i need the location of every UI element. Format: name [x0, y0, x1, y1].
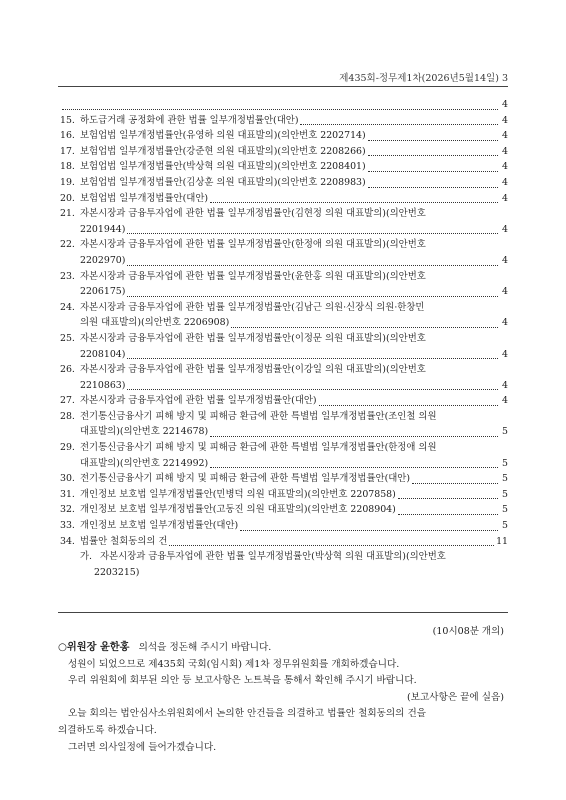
toc-entry-line [60, 284, 508, 300]
paragraph: 성원이 되었으므로 제435회 국회(임시회) 제1차 정무위원회를 개회하겠습니다. [68, 658, 400, 670]
toc-title: 전기통신금융사기 피해 방지 및 피해금 환급에 관한 특별법 일부개정법률안(한정애 의원 [80, 442, 437, 454]
leader-dots [169, 534, 494, 546]
toc-title: 개인정보 보호법 일부개정법률안(민병덕 의원 대표발의)(의안번호 2207858) [80, 488, 396, 500]
toc-number: 16. [60, 130, 75, 142]
toc-title-continued: 대표발의)(의안번호 2214678) [80, 426, 209, 438]
leader-dots [210, 456, 498, 468]
running-head: 제435회-정무제1차(2026년5월14일) 3 [339, 73, 508, 84]
toc-page: 4 [502, 286, 508, 298]
toc-entry-line [60, 518, 508, 534]
toc-title-continued: 2202970) [80, 254, 126, 266]
toc-entry-line [60, 222, 508, 238]
toc-title-continued: 2206175) [80, 286, 126, 298]
paragraph: 오늘 회의는 법안심사소위원회에서 논의한 안건들을 의결하고 법률안 철회동의의 건을 [68, 708, 427, 720]
toc-number: 25. [60, 332, 75, 344]
proceedings-body [58, 640, 508, 756]
toc-page: 5 [502, 473, 508, 485]
opening-time: (10시08분 개의) [432, 626, 504, 637]
toc-entry-line [60, 534, 508, 550]
toc-entry-line [60, 269, 508, 285]
toc-sub-title-continued: 2203215) [94, 566, 140, 578]
toc-title: 보험업법 일부개정법률안(유영하 의원 대표발의)(의안번호 2202714) [80, 130, 366, 142]
toc-page: 4 [502, 145, 508, 157]
toc-title: 하도급거래 공정화에 관한 법률 일부개정법률안(대안) [80, 114, 299, 126]
toc-page: 4 [502, 223, 508, 235]
toc-page: 4 [502, 348, 508, 360]
toc-entry-line [60, 331, 508, 347]
toc-entry-line [60, 409, 508, 425]
leader-dots [127, 347, 498, 359]
toc-entry-line [60, 159, 508, 175]
toc-page: 5 [502, 426, 508, 438]
leader-dots [127, 254, 498, 266]
leader-dots [368, 144, 498, 156]
toc-page: 4 [502, 192, 508, 204]
leader-dots [368, 176, 498, 188]
toc-title-continued: 대표발의)(의안번호 2214992) [80, 457, 209, 469]
toc-sub-title: 자본시장과 금융투자업에 관한 법률 일부개정법률안(박상혁 의원 대표발의)(의안번호 [100, 551, 446, 563]
toc-title: 자본시장과 금융투자업에 관한 법률 일부개정법률안(한정애 의원 대표발의)(의안번호 [80, 239, 426, 251]
toc-page: 5 [502, 457, 508, 469]
toc-entry-line [60, 191, 508, 207]
toc-number: 31. [60, 488, 75, 500]
toc-number: 26. [60, 364, 75, 376]
toc-entry-line [60, 424, 508, 440]
toc-entry-line [60, 378, 508, 394]
toc-number: 24. [60, 301, 75, 313]
leader-dots [210, 425, 498, 437]
toc-entry-line [60, 440, 508, 456]
toc-title-continued: 의원 대표발의)(의안번호 2206908) [80, 317, 230, 329]
toc-entry-line [60, 502, 508, 518]
toc-title: 보험업법 일부개정법률안(김상훈 의원 대표발의)(의안번호 2208983) [80, 176, 366, 188]
toc-subitem-line [60, 549, 508, 565]
toc-title: 법률안 철회동의의 건 [80, 535, 168, 547]
paragraph: 그러면 의사일정에 들어가겠습니다. [68, 741, 217, 753]
toc-title-continued: 2208104) [80, 348, 126, 360]
leader-dots [398, 503, 498, 515]
toc-page: 4 [502, 176, 508, 188]
toc-number: 33. [60, 520, 75, 532]
leader-dots [62, 98, 498, 110]
header-rule [58, 86, 508, 87]
toc-subitem-line [60, 565, 508, 581]
toc-page: 4 [502, 114, 508, 126]
toc-number: 20. [60, 192, 75, 204]
toc-number: 21. [60, 208, 75, 220]
toc-entry-line [60, 393, 508, 409]
toc-title: 자본시장과 금융투자업에 관한 법률 일부개정법률안(이강일 의원 대표발의)(의안번호 [80, 364, 426, 376]
toc-number: 34. [60, 535, 75, 547]
toc-entry-line [60, 128, 508, 144]
table-of-contents [60, 97, 508, 580]
leader-dots [319, 394, 498, 406]
toc-page: 4 [502, 161, 508, 173]
toc-entry-line [60, 237, 508, 253]
toc-title: 보험업법 일부개정법률안(강준현 의원 대표발의)(의안번호 2208266) [80, 145, 366, 157]
toc-number: 30. [60, 473, 75, 485]
toc-entry-line [60, 362, 508, 378]
toc-number: 17. [60, 145, 75, 157]
leader-dots [240, 519, 498, 531]
toc-title: 개인정보 보호법 일부개정법률안(대안) [80, 520, 239, 532]
leader-dots [300, 113, 498, 125]
toc-entry-line [60, 175, 508, 191]
leader-dots [210, 191, 498, 203]
toc-page: 5 [502, 488, 508, 500]
leader-dots [368, 160, 498, 172]
speaker-text: 의석을 정돈해 주시기 바랍니다. [138, 642, 272, 653]
toc-page: 5 [502, 504, 508, 516]
toc-title: 개인정보 보호법 일부개정법률안(고동진 의원 대표발의)(의안번호 2208904) [80, 504, 396, 516]
toc-title-continued: 2210863) [80, 379, 126, 391]
toc-number: 27. [60, 395, 75, 407]
toc-page: 4 [502, 130, 508, 142]
toc-entry-line [60, 206, 508, 222]
toc-page: 4 [502, 254, 508, 266]
toc-entry-line [60, 471, 508, 487]
toc-entry-line [60, 347, 508, 363]
toc-page: 4 [502, 317, 508, 329]
toc-title: 보험업법 일부개정법률안(대안) [80, 192, 209, 204]
leader-dots [398, 487, 498, 499]
toc-title: 자본시장과 금융투자업에 관한 법률 일부개정법률안(이정문 의원 대표발의)(의안번호 [80, 332, 426, 344]
paragraph-continuation: 의결하도록 하겠습니다. [58, 724, 157, 736]
leader-dots [127, 285, 498, 297]
toc-number: 19. [60, 176, 75, 188]
toc-title: 자본시장과 금융투자업에 관한 법률 일부개정법률안(김남근 의원·신장식 의원·한창민 [80, 301, 425, 313]
toc-page: 4 [502, 379, 508, 391]
toc-title-continued: 2201944) [80, 223, 126, 235]
leader-dots [127, 378, 498, 390]
toc-entry-line [60, 300, 508, 316]
toc-continuation-line [60, 97, 508, 113]
section-rule [58, 612, 508, 613]
leader-dots [412, 472, 498, 484]
toc-page: 11 [496, 535, 508, 547]
toc-entry-line [60, 456, 508, 472]
toc-sub-label: 가. [80, 551, 93, 563]
toc-entry-line [60, 144, 508, 160]
toc-title: 자본시장과 금융투자업에 관한 법률 일부개정법률안(윤한홍 의원 대표발의)(의안번호 [80, 270, 426, 282]
toc-number: 22. [60, 239, 75, 251]
toc-entry-line [60, 253, 508, 269]
toc-page: 4 [502, 395, 508, 407]
toc-page: 5 [502, 520, 508, 532]
toc-page: 4 [502, 99, 508, 110]
speaker-name: ○위원장 윤한홍 [58, 642, 130, 653]
toc-entry-line [60, 315, 508, 331]
toc-number: 18. [60, 161, 75, 173]
leader-dots [127, 222, 498, 234]
toc-entry-line [60, 113, 508, 129]
paragraph: 우리 위원회에 회부된 의안 등 보고사항은 노트북을 통해서 확인해 주시기 바랍니다. [68, 675, 417, 687]
report-note: (보고사항은 끝에 실음) [407, 691, 504, 703]
toc-number: 23. [60, 270, 75, 282]
toc-title: 전기통신금융사기 피해 방지 및 피해금 환급에 관한 특별법 일부개정법률안(대안) [80, 473, 411, 485]
leader-dots [368, 129, 498, 141]
toc-number: 32. [60, 504, 75, 516]
toc-number: 28. [60, 410, 75, 422]
leader-dots [231, 316, 498, 328]
toc-title: 보험업법 일부개정법률안(박상혁 의원 대표발의)(의안번호 2208401) [80, 161, 366, 173]
toc-number: 29. [60, 442, 75, 454]
speaker-line [58, 640, 508, 657]
toc-number: 15. [60, 114, 75, 126]
toc-entry-line [60, 487, 508, 503]
toc-title: 자본시장과 금융투자업에 관한 법률 일부개정법률안(대안) [80, 395, 317, 407]
toc-title: 자본시장과 금융투자업에 관한 법률 일부개정법률안(김현정 의원 대표발의)(의안번호 [80, 208, 426, 220]
toc-title: 전기통신금융사기 피해 방지 및 피해금 환급에 관한 특별법 일부개정법률안(조인철 의원 [80, 410, 437, 422]
